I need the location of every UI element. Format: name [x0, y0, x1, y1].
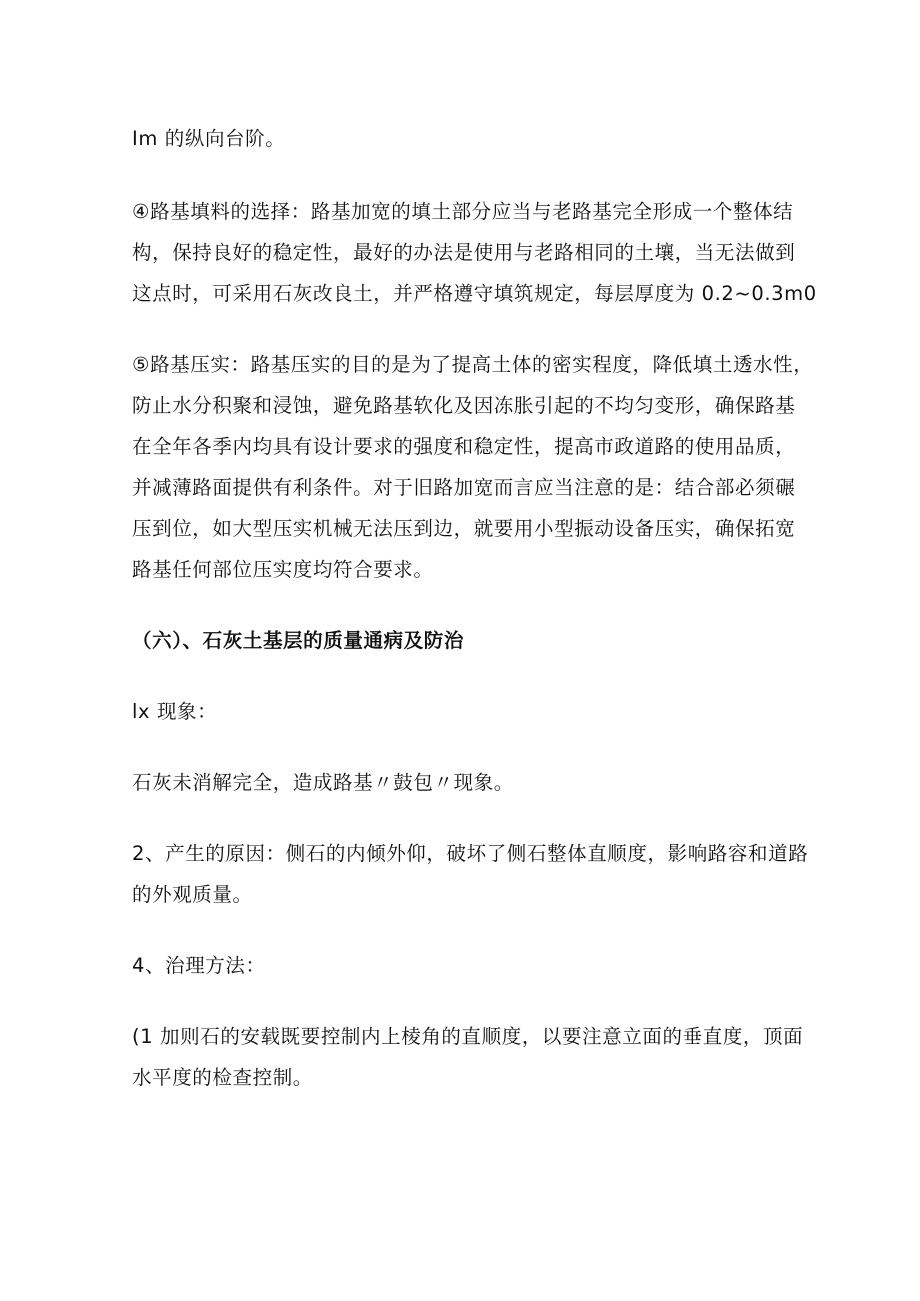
- paragraph-remedy: [132, 1016, 804, 1098]
- text-line: 防止水分积聚和浸蚀，避免路基软化及因冻胀引起的不均匀变形，确保路基: [132, 394, 796, 417]
- paragraph-compaction: [132, 344, 814, 590]
- text-line: 4、治理方法：: [132, 954, 266, 977]
- text-line: 水平度的检查控制。: [132, 1066, 313, 1089]
- text-line: ⑤路基压实：路基压实的目的是为了提高土体的密实程度，降低填土透水性，: [132, 353, 814, 376]
- text-line: ④路基填料的选择：路基加宽的填土部分应当与老路基完全形成一个整体结: [132, 200, 794, 223]
- text-line: 的外观质量。: [132, 883, 253, 906]
- text-line: Im 的纵向台阶。: [132, 127, 286, 150]
- text-line: 构，保持良好的稳定性，最好的办法是使用与老路相同的土壤，当无法做到: [132, 241, 796, 264]
- paragraph-cause: [132, 833, 809, 915]
- text-line: 这点时，可采用石灰改良土，并严格遵守填筑规定，每层厚度为 0.2~0.3m0: [132, 282, 817, 305]
- paragraph-fill-material: [132, 191, 817, 314]
- section-heading: [132, 620, 800, 661]
- paragraph-phenomenon: [132, 762, 800, 803]
- text-line: 石灰未消解完全，造成路基〃鼓包〃现象。: [132, 771, 514, 794]
- text-line: 路基任何部位压实度均符合要求。: [132, 558, 434, 581]
- text-line: 在全年各季内均具有设计要求的强度和稳定性，提高市政道路的使用品质，: [132, 435, 796, 458]
- paragraph-step-note: [132, 118, 800, 159]
- text-line: 并减薄路面提供有利条件。对于旧路加宽而言应当注意的是：结合部必须碾: [132, 476, 796, 499]
- text-line: 2、产生的原因：侧石的内倾外仰，破坏了侧石整体直顺度，影响路容和道路: [132, 842, 809, 865]
- text-line: lx 现象：: [132, 700, 218, 723]
- paragraph-phenomenon-label: [132, 691, 800, 732]
- paragraph-remedy-label: [132, 945, 800, 986]
- text-line: 压到位，如大型压实机械无法压到边，就要用小型振动设备压实，确保拓宽: [132, 517, 796, 540]
- text-line: (1 加则石的安载既要控制内上棱角的直顺度，以要注意立面的垂直度，顶面: [132, 1025, 804, 1048]
- heading-text: （六）、石灰土基层的质量通病及防治: [132, 629, 464, 652]
